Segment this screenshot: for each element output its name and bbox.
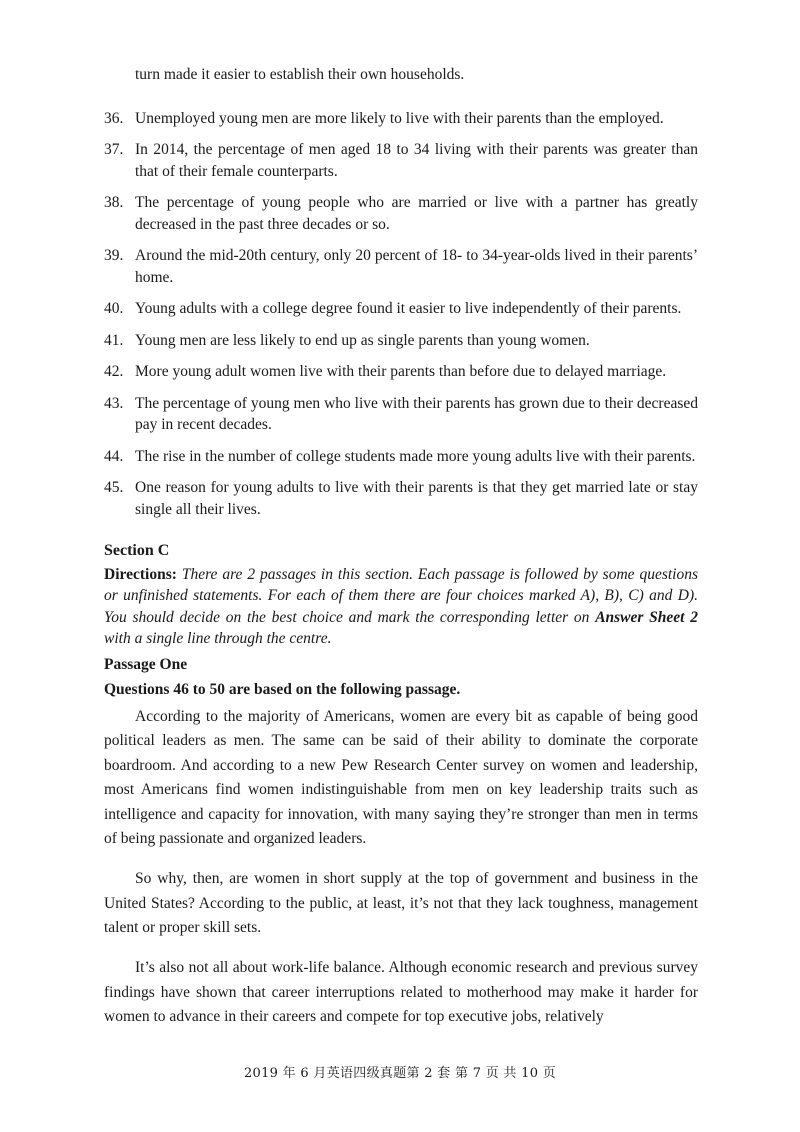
directions-text bbox=[104, 566, 698, 648]
question-item bbox=[104, 330, 698, 352]
question-text: Unemployed young men are more likely to live with their parents than the employed. bbox=[135, 109, 664, 127]
question-text: Young men are less likely to end up as single parents than young women. bbox=[135, 331, 590, 349]
question-item bbox=[104, 393, 698, 436]
passage-paragraph: It’s also not all about work-life balance. Although economic research and previous survey findings have shown that career interruptions related to motherhood may make it harder for women to advance in their careers and compete for top executive jobs, relatively bbox=[104, 959, 698, 1025]
question-number: 40. bbox=[104, 300, 124, 317]
directions-text-part2: with a single line through the centre. bbox=[104, 630, 332, 647]
question-text: The percentage of young men who live with their parents has grown due to their decreased pay in recent decades. bbox=[135, 394, 698, 433]
page-footer: 2019 年 6 月英语四级真题第 2 套 第 7 页 共 10 页 bbox=[243, 1066, 557, 1081]
document-page bbox=[104, 64, 698, 1036]
question-text: In 2014, the percentage of men aged 18 to 34 living with their parents was greater than that of their female counterparts. bbox=[135, 141, 698, 180]
directions-text-part1: There are 2 passages in this section. Each passage is followed by some questions or unfinished statements. For each of them there are four choices marked A), B), C) and D). You should decide on the best choice and mark the corresponding letter on bbox=[104, 565, 698, 626]
passage-paragraph: So why, then, are women in short supply at the top of government and business in the United States? According to the public, at least, it’s not that they lack toughness, management talent or proper skill sets. bbox=[104, 870, 698, 936]
section-title: Section C bbox=[104, 542, 170, 559]
passage-title: Passage One bbox=[104, 655, 188, 673]
question-number: 41. bbox=[104, 331, 124, 349]
question-text: The rise in the number of college students made more young adults live with their parents. bbox=[135, 447, 696, 465]
question-number: 45. bbox=[104, 479, 124, 496]
question-number: 44. bbox=[104, 447, 124, 465]
question-number: 38. bbox=[104, 194, 124, 211]
question-number: 39. bbox=[104, 247, 124, 264]
question-number: 43. bbox=[104, 394, 124, 412]
question-number: 36. bbox=[104, 109, 124, 127]
question-number: 37. bbox=[104, 141, 124, 158]
question-item bbox=[104, 298, 698, 320]
passage-body bbox=[104, 705, 698, 1030]
directions-label: Directions: bbox=[104, 565, 177, 583]
question-item bbox=[104, 477, 698, 520]
question-list bbox=[104, 108, 698, 521]
question-text: The percentage of young people who are married or live with a partner has greatly decreased in the past three decades or so. bbox=[135, 194, 698, 233]
question-text: Around the mid-20th century, only 20 percent of 18- to 34-year-olds lived in their parents’ home. bbox=[135, 247, 698, 286]
question-item bbox=[104, 192, 698, 235]
question-item bbox=[104, 361, 698, 383]
question-item bbox=[104, 108, 698, 130]
question-item bbox=[104, 446, 698, 468]
question-number: 42. bbox=[104, 363, 124, 380]
answer-sheet-emphasis: Answer Sheet 2 bbox=[595, 608, 698, 626]
question-text: Young adults with a college degree found it easier to live independently of their parents. bbox=[135, 300, 682, 317]
question-item bbox=[104, 245, 698, 288]
question-text: One reason for young adults to live with their parents is that they get married late or stay single all their lives. bbox=[135, 479, 698, 518]
passage-paragraph: According to the majority of Americans, women are every bit as capable of being good political leaders as men. The same can be said of their ability to dominate the corporate boardroom. And according to a new Pew Research Center survey on women and leadership, most Americans find women indistinguishable from men on key leadership traits such as intelligence and capacity for innovation, with many saying they’re stronger than men in terms of being passionate and organized leaders. bbox=[104, 707, 698, 847]
continuation-line: turn made it easier to establish their own households. bbox=[135, 66, 465, 83]
question-item bbox=[104, 139, 698, 182]
directions bbox=[104, 564, 698, 650]
questions-heading: Questions 46 to 50 are based on the following passage. bbox=[104, 681, 461, 698]
question-text: More young adult women live with their parents than before due to delayed marriage. bbox=[135, 363, 667, 380]
